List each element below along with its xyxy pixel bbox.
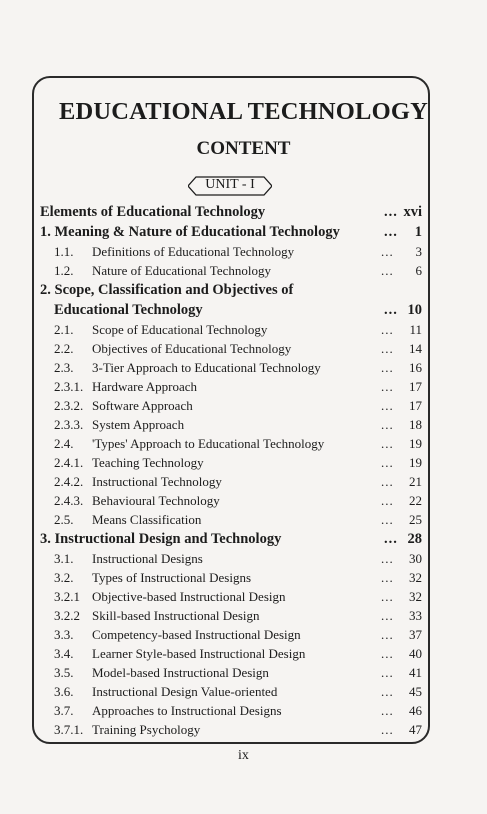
toc-leader: ... xyxy=(381,684,394,699)
toc-page: 19 xyxy=(409,455,422,470)
toc-page: 1 xyxy=(414,224,422,240)
toc-entry xyxy=(40,320,422,339)
toc-entry xyxy=(40,529,422,549)
toc-title: Competency-based Instructional Design xyxy=(92,627,301,642)
toc-entry xyxy=(40,644,422,663)
toc-leader: ... xyxy=(384,204,398,220)
unit-badge xyxy=(188,176,272,196)
toc-page: 18 xyxy=(409,417,422,432)
toc-title: 2. Scope, Classification and Objectives of xyxy=(40,282,294,298)
toc-entry xyxy=(40,682,422,701)
toc-leader: ... xyxy=(381,722,394,737)
toc-number: 3.7. xyxy=(54,703,74,718)
toc-entry xyxy=(40,701,422,720)
toc-page: 16 xyxy=(409,360,422,375)
toc-page: 14 xyxy=(409,341,422,356)
toc-title: 3-Tier Approach to Educational Technology xyxy=(92,360,321,375)
toc-leader: ... xyxy=(381,551,394,566)
toc-title: Teaching Technology xyxy=(92,455,204,470)
toc-title: Training Psychology xyxy=(92,722,201,737)
toc-page: 17 xyxy=(409,379,422,394)
toc-title: Model-based Instructional Design xyxy=(92,665,269,680)
toc-page: 21 xyxy=(409,474,422,489)
toc-page: 41 xyxy=(409,665,422,680)
toc-leader: ... xyxy=(381,627,394,642)
toc-entry xyxy=(40,587,422,606)
toc-entry xyxy=(40,453,422,472)
toc-entry xyxy=(40,415,422,434)
toc-leader: ... xyxy=(381,455,394,470)
toc-leader: ... xyxy=(381,474,394,489)
toc-entry xyxy=(40,339,422,358)
toc-title: 1. Meaning & Nature of Educational Technology xyxy=(40,224,340,240)
toc-leader: ... xyxy=(384,224,398,240)
toc-entry xyxy=(40,300,422,320)
content-heading: CONTENT xyxy=(196,138,291,159)
toc-title: Learner Style-based Instructional Design xyxy=(92,646,306,661)
toc-title: Software Approach xyxy=(92,398,193,413)
toc-title: Approaches to Instructional Designs xyxy=(92,703,282,718)
toc-title: Types of Instructional Designs xyxy=(92,570,252,585)
toc-entry xyxy=(40,222,422,242)
toc-number: 2.4.3. xyxy=(54,493,84,508)
toc-entry xyxy=(40,606,422,625)
toc-title: 'Types' Approach to Educational Technology xyxy=(92,436,325,451)
toc-leader: ... xyxy=(381,570,394,585)
toc-entry xyxy=(40,510,422,529)
toc-page: 6 xyxy=(415,263,422,278)
toc-page: 37 xyxy=(409,627,422,642)
toc-page: 47 xyxy=(409,722,422,737)
toc-leader: ... xyxy=(381,322,394,337)
toc-page: 40 xyxy=(409,646,422,661)
unit-label: UNIT - I xyxy=(205,177,255,192)
toc-entry xyxy=(40,358,422,377)
toc-title: Hardware Approach xyxy=(92,379,198,394)
toc-title: Educational Technology xyxy=(54,302,203,318)
toc-title: Objective-based Instructional Design xyxy=(92,589,286,604)
toc-number: 2.4.1. xyxy=(54,455,84,470)
toc-page: 32 xyxy=(409,589,422,604)
toc-leader: ... xyxy=(381,360,394,375)
toc-page: 19 xyxy=(409,436,422,451)
toc-number: 3.4. xyxy=(54,646,74,661)
toc-page: 30 xyxy=(409,551,422,566)
toc-number: 3.6. xyxy=(54,684,74,699)
toc-leader: ... xyxy=(381,398,394,413)
toc-page: 22 xyxy=(409,493,422,508)
toc-title: Behavioural Technology xyxy=(92,493,220,508)
toc-number: 3.2. xyxy=(54,570,74,585)
toc-entry xyxy=(40,472,422,491)
toc-leader: ... xyxy=(381,665,394,680)
page-number: ix xyxy=(238,748,249,763)
toc-number: 1.1. xyxy=(54,244,74,259)
toc-entry xyxy=(40,202,422,222)
toc-entry xyxy=(40,280,422,300)
toc-entry xyxy=(40,549,422,568)
toc-number: 2.3.2. xyxy=(54,398,84,413)
toc-page: 32 xyxy=(409,570,422,585)
toc-leader: ... xyxy=(381,493,394,508)
toc-page: 3 xyxy=(415,244,422,259)
table-of-contents xyxy=(40,202,422,739)
toc-number: 3.7.1. xyxy=(54,722,84,737)
toc-page: 28 xyxy=(407,531,422,547)
toc-title: Objectives of Educational Technology xyxy=(92,341,292,356)
toc-number: 3.5. xyxy=(54,665,74,680)
toc-entry xyxy=(40,720,422,739)
toc-entry xyxy=(40,242,422,261)
toc-page: 46 xyxy=(409,703,422,718)
toc-number: 2.3. xyxy=(54,360,74,375)
toc-leader: ... xyxy=(381,608,394,623)
toc-title: System Approach xyxy=(92,417,185,432)
book-title: EDUCATIONAL TECHNOLOGY xyxy=(58,98,429,125)
toc-page: 33 xyxy=(409,608,422,623)
toc-entry xyxy=(40,261,422,280)
toc-title: Scope of Educational Technology xyxy=(92,322,268,337)
toc-entry xyxy=(40,491,422,510)
toc-entry xyxy=(40,625,422,644)
toc-leader: ... xyxy=(381,263,394,278)
toc-number: 3.2.2 xyxy=(54,608,80,623)
toc-page: 17 xyxy=(409,398,422,413)
toc-number: 3.3. xyxy=(54,627,74,642)
toc-title: 3. Instructional Design and Technology xyxy=(40,531,282,547)
toc-page: xvi xyxy=(403,204,422,220)
toc-number: 2.1. xyxy=(54,322,74,337)
toc-leader: ... xyxy=(381,589,394,604)
toc-number: 2.4. xyxy=(54,436,74,451)
toc-entry xyxy=(40,568,422,587)
toc-leader: ... xyxy=(384,302,398,318)
toc-number: 2.5. xyxy=(54,512,74,527)
toc-number: 3.2.1 xyxy=(54,589,80,604)
toc-title: Definitions of Educational Technology xyxy=(92,244,295,259)
toc-title: Means Classification xyxy=(92,512,202,527)
toc-leader: ... xyxy=(381,417,394,432)
toc-number: 2.2. xyxy=(54,341,74,356)
toc-page: 45 xyxy=(409,684,422,699)
toc-leader: ... xyxy=(381,512,394,527)
toc-number: 3.1. xyxy=(54,551,74,566)
toc-title: Instructional Design Value-oriented xyxy=(92,684,278,699)
toc-page: 25 xyxy=(409,512,422,527)
toc-number: 2.4.2. xyxy=(54,474,84,489)
toc-leader: ... xyxy=(381,379,394,394)
toc-title: Elements of Educational Technology xyxy=(40,204,266,220)
toc-number: 1.2. xyxy=(54,263,74,278)
toc-title: Skill-based Instructional Design xyxy=(92,608,260,623)
toc-title: Instructional Technology xyxy=(92,474,222,489)
toc-number: 2.3.3. xyxy=(54,417,84,432)
toc-leader: ... xyxy=(381,646,394,661)
toc-leader: ... xyxy=(381,703,394,718)
toc-title: Nature of Educational Technology xyxy=(92,263,271,278)
toc-leader: ... xyxy=(381,341,394,356)
toc-leader: ... xyxy=(381,436,394,451)
toc-page: 11 xyxy=(409,322,422,337)
toc-leader: ... xyxy=(381,244,394,259)
toc-leader: ... xyxy=(384,531,398,547)
toc-page: 10 xyxy=(407,302,422,318)
toc-entry xyxy=(40,377,422,396)
toc-entry xyxy=(40,663,422,682)
toc-entry xyxy=(40,396,422,415)
toc-title: Instructional Designs xyxy=(92,551,203,566)
toc-entry xyxy=(40,434,422,453)
toc-number: 2.3.1. xyxy=(54,379,84,394)
